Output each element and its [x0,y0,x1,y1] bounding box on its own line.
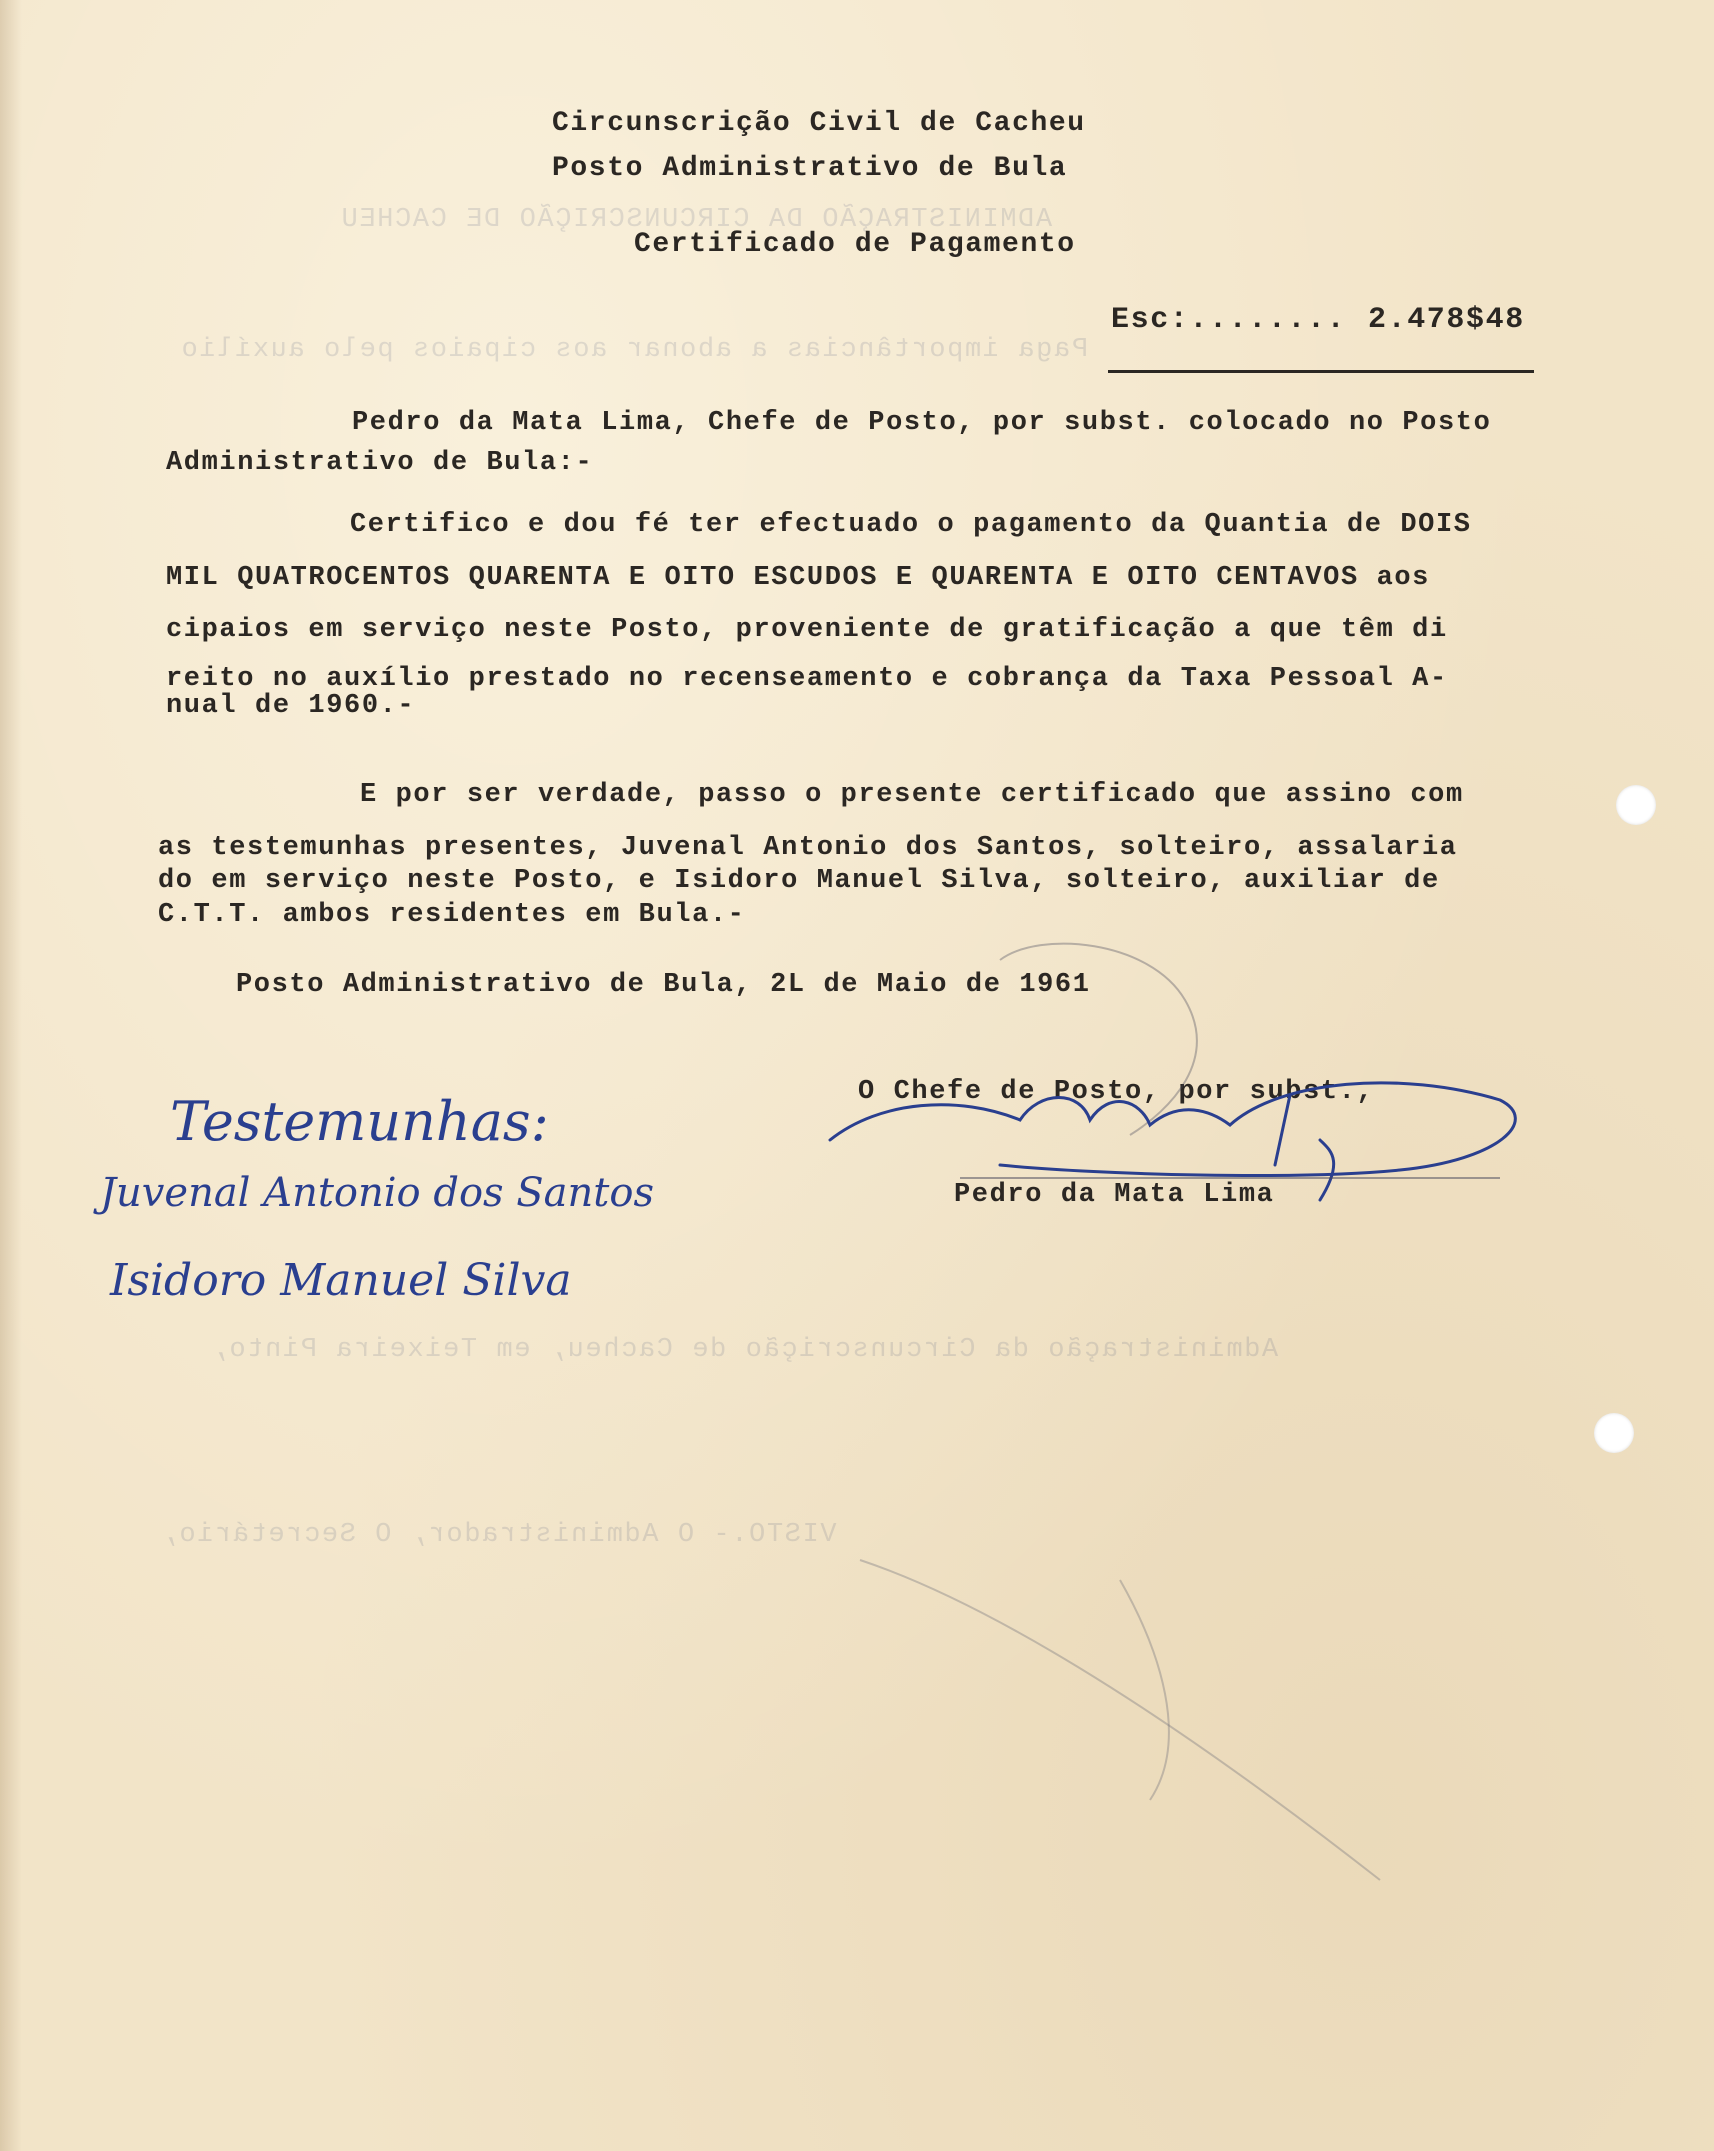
official-stamp-outline [1000,944,1197,1135]
place-and-date: Posto Administrativo de Bula, 2L de Maio de 1961 [236,970,1091,1000]
amount-value: 2.478$48 [1368,303,1525,337]
body2-line-4: C.T.T. ambos residentes em Bula.- [158,900,746,930]
pencil-marks-icon [860,1560,1380,1880]
body2-line-1: E por ser verdade, passo o presente certificado que assino com [360,780,1464,810]
punch-hole-top [1616,785,1656,825]
bleed-through-text: VISTO.- O Administrador, O Secretário, [160,1520,837,1550]
amount-label: Esc:........ [1111,303,1347,337]
body1-line-4: reito no auxílio prestado no recenseamento e cobrança da Taxa Pessoal A- [166,664,1448,694]
body1-line-3: cipaios em serviço neste Posto, proveniente de gratificação a que têm di [166,615,1448,645]
bleed-through-text: Paga importâncias a abonar aos cipaios pelo auxílio [180,335,1088,365]
header-posto: Posto Administrativo de Bula [552,153,1068,184]
body2-line-3: do em serviço neste Posto, e Isidoro Manuel Silva, solteiro, auxiliar de [158,866,1440,896]
signatory-name: Pedro da Mata Lima [954,1180,1275,1210]
intro-line-2: Administrativo de Bula:- [166,448,594,478]
intro-line-1: Pedro da Mata Lima, Chefe de Posto, por subst. colocado no Posto [352,408,1492,438]
bleed-through-text: ADMINISTRAÇÃO DA CIRCUNSCRIÇÃO DE CACHEU [340,205,1053,235]
witness-1-signature: Juvenal Antonio dos Santos [100,1170,654,1216]
body1-line-1: Certifico e dou fé ter efectuado o pagamento da Quantia de DOIS [350,510,1472,540]
bleed-through-text: Administração da Circunscrição de Cacheu, em Teixeira Pinto, [210,1335,1279,1365]
body2-line-2: as testemunhas presentes, Juvenal Antonio dos Santos, solteiro, assalaria [158,833,1458,863]
witness-2-signature: Isidoro Manuel Silva [110,1255,572,1306]
punch-hole-bottom [1594,1413,1634,1453]
body1-line-2: MIL QUATROCENTOS QUARENTA E OITO ESCUDOS E QUARENTA E OITO CENTAVOS aos [166,563,1430,593]
document-title: Certificado de Pagamento [634,229,1076,260]
witnesses-heading: Testemunhas: [170,1090,549,1153]
header-circunscricao: Circunscrição Civil de Cacheu [552,108,1086,139]
signatory-role: O Chefe de Posto, por subst., [858,1077,1375,1107]
body1-line-5: nual de 1960.- [166,691,416,721]
